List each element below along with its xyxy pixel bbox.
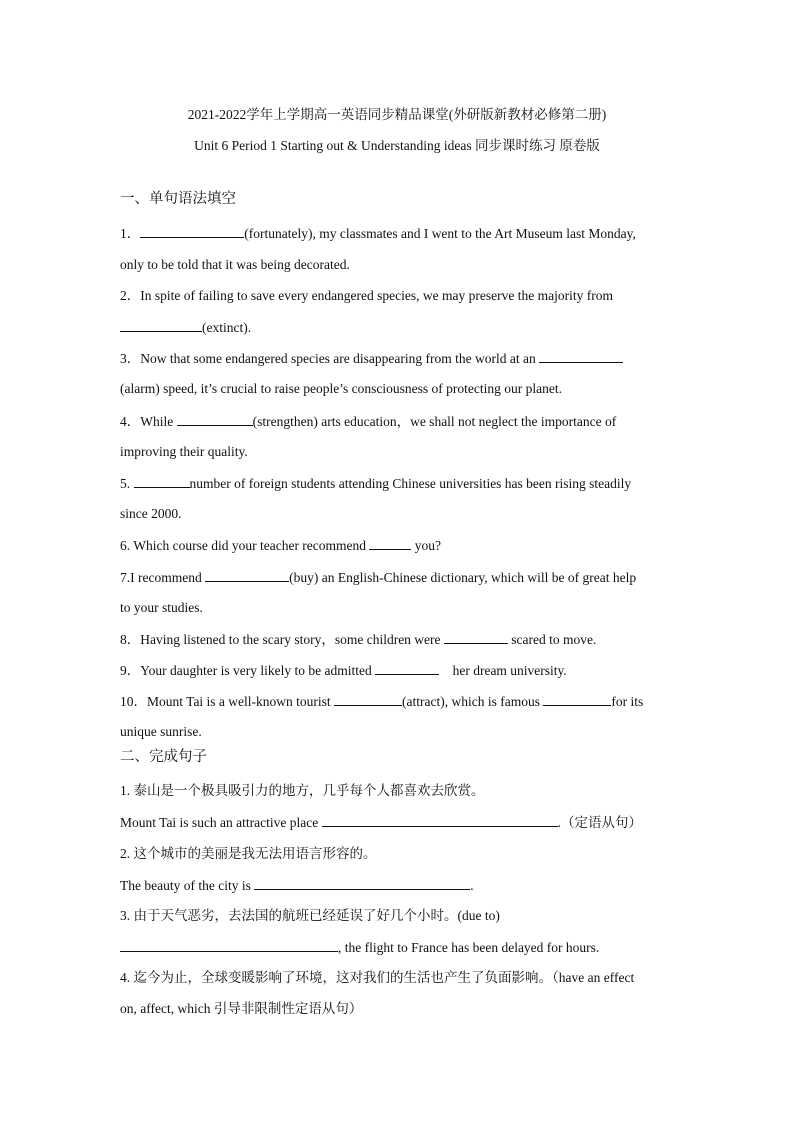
sentence-text: Mount Tai is such an attractive place bbox=[120, 815, 319, 830]
answer-blank[interactable] bbox=[444, 630, 508, 644]
question-10-continued: unique sunrise. bbox=[120, 724, 202, 739]
answer-blank[interactable] bbox=[140, 224, 244, 238]
question-number: 5. bbox=[120, 476, 131, 491]
answer-blank[interactable] bbox=[205, 568, 289, 582]
answer-blank[interactable] bbox=[322, 813, 558, 827]
question-7 bbox=[120, 568, 680, 587]
sentence-1-chinese: 1. 泰山是一个极具吸引力的地方，几乎每个人都喜欢去欣赏。 bbox=[120, 783, 485, 798]
question-number: 1． bbox=[120, 226, 141, 241]
question-8 bbox=[120, 630, 680, 649]
question-7-continued: to your studies. bbox=[120, 600, 203, 615]
question-text: you? bbox=[414, 538, 442, 553]
question-2: 2．In spite of failing to save every endangered species, we may preserve the majority from bbox=[120, 288, 613, 303]
question-1-continued: only to be told that it was being decorated. bbox=[120, 257, 350, 272]
document-title: 2021-2022学年上学期高一英语同步精品课堂(外研版新教材必修第二册) bbox=[187, 107, 607, 122]
answer-blank[interactable] bbox=[134, 474, 190, 488]
sentence-4-chinese-continued: on, affect, which 引导非限制性定语从句） bbox=[120, 1001, 363, 1016]
question-text: (strengthen) arts education，we shall not neglect the importance of bbox=[252, 414, 617, 429]
sentence-text: The beauty of the city is bbox=[120, 878, 251, 893]
answer-blank[interactable] bbox=[254, 876, 470, 890]
question-text: 10．Mount Tai is a well-known tourist bbox=[120, 694, 331, 709]
sentence-3-chinese: 3. 由于天气恶劣，去法国的航班已经延误了好几个小时。(due to) bbox=[120, 908, 500, 923]
answer-blank[interactable] bbox=[539, 349, 623, 363]
answer-blank[interactable] bbox=[177, 412, 253, 426]
sentence-2-english bbox=[120, 876, 680, 895]
question-4-continued: improving their quality. bbox=[120, 444, 248, 459]
question-text: scared to move. bbox=[511, 632, 597, 647]
answer-blank[interactable] bbox=[369, 536, 411, 550]
question-text: her dream university. bbox=[452, 663, 567, 678]
question-2-continued bbox=[120, 318, 680, 337]
question-3 bbox=[120, 349, 680, 368]
question-text: 3．Now that some endangered species are disappearing from the world at an bbox=[120, 351, 536, 366]
question-text: 9．Your daughter is very likely to be admitted bbox=[120, 663, 372, 678]
question-text: number of foreign students attending Chinese universities has been rising steadily bbox=[189, 476, 632, 491]
question-text: for its bbox=[611, 694, 644, 709]
question-10 bbox=[120, 692, 680, 711]
question-6 bbox=[120, 536, 680, 555]
sentence-text: .（定语从句） bbox=[557, 815, 642, 830]
question-9 bbox=[120, 661, 680, 680]
section-heading-sentences: 二、完成句子 bbox=[120, 749, 207, 765]
answer-blank[interactable] bbox=[334, 692, 402, 706]
answer-blank[interactable] bbox=[120, 938, 338, 952]
answer-blank[interactable] bbox=[120, 318, 202, 332]
question-text: (fortunately), my classmates and I went to the Art Museum last Monday, bbox=[244, 226, 636, 241]
section-heading-grammar: 一、单句语法填空 bbox=[120, 191, 236, 207]
question-5 bbox=[120, 474, 680, 493]
question-text: 7.I recommend bbox=[120, 570, 202, 585]
question-4 bbox=[120, 412, 680, 431]
document-subtitle: Unit 6 Period 1 Starting out & Understanding ideas 同步课时练习 原卷版 bbox=[194, 138, 600, 153]
sentence-text: , the flight to France has been delayed for hours. bbox=[338, 940, 600, 955]
sentence-4-chinese: 4. 迄今为止，全球变暖影响了环境，这对我们的生活也产生了负面影响。（have an effect bbox=[120, 970, 635, 985]
sentence-1-english bbox=[120, 813, 680, 832]
question-text: 4．While bbox=[120, 414, 174, 429]
answer-blank[interactable] bbox=[543, 692, 611, 706]
question-text: (attract), which is famous bbox=[402, 694, 540, 709]
question-3-continued: (alarm) speed, it’s crucial to raise people’s consciousness of protecting our planet. bbox=[120, 381, 562, 396]
question-1 bbox=[120, 224, 680, 243]
question-text: 6. Which course did your teacher recommend bbox=[120, 538, 367, 553]
sentence-2-chinese: 2. 这个城市的美丽是我无法用语言形容的。 bbox=[120, 846, 377, 861]
question-text: 8．Having listened to the scary story，some children were bbox=[120, 632, 441, 647]
question-5-continued: since 2000. bbox=[120, 506, 182, 521]
sentence-3-english bbox=[120, 938, 680, 957]
question-text: (extinct). bbox=[202, 320, 252, 335]
question-text: (buy) an English-Chinese dictionary, which will be of great help bbox=[289, 570, 637, 585]
sentence-text: . bbox=[470, 878, 474, 893]
answer-blank[interactable] bbox=[375, 661, 439, 675]
